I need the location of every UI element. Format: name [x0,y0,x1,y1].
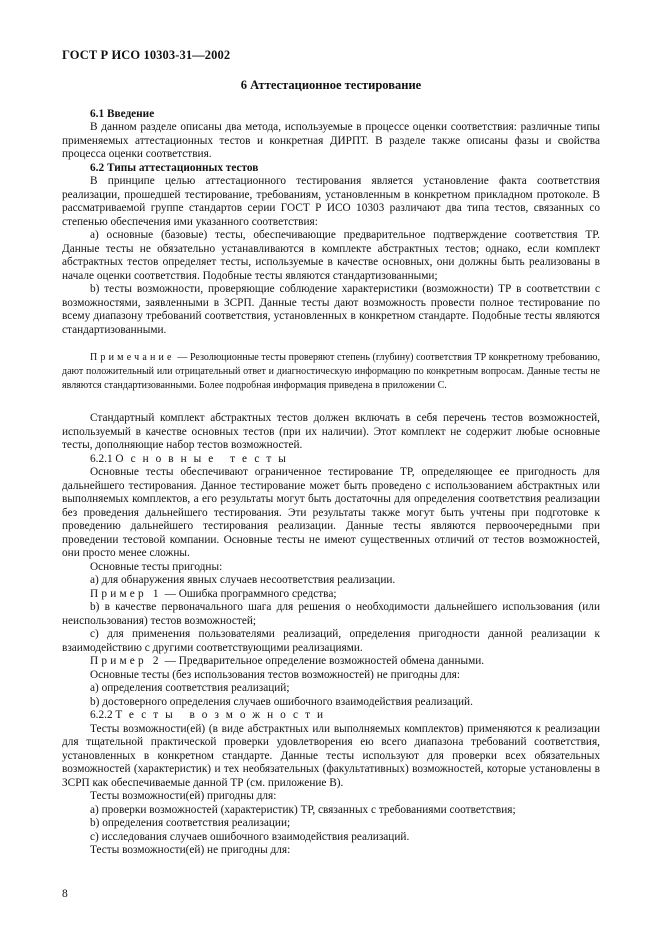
section-title: 6 Аттестационное тестирование [240,78,422,92]
list-item: b) определения соответствия реализации; [90,817,291,830]
example [62,588,600,602]
paragraph: Тесты возможности(ей) (в виде абстрактных или выполняемых комплектов) применяются к реализации для тщательной практической проверки удовлетворения ею всего диапазона требований соответствия, установленных в конкретном стандарте. Данные тесты используют для проверки всех обязательных возможностей (характеристик) и тех необязательных (факультативных) возможностей, которые установлены в ЗСРП как обеспечиваемые данной ТР (см. приложение В). [62,722,600,789]
list-item: b) тесты возможности, проверяющие соблюдение характеристики (возможности) ТР в соответствии с возможностями, заявленными в ЗСРП. Данные тесты дают возможность провести полное тестирование по всему диапазону требований соответствия, установленных в конкретном стандарте. Подобные тесты являются стандартизованными. [62,283,600,336]
list-item: b) в качестве первоначального шага для решения о необходимости дальнейшего использования (или неиспользования) тестов возможностей; [62,601,600,627]
subsection-heading-6-2-1 [62,453,600,467]
example-label: Пример 1 [90,587,162,600]
subsection-title: Основные тесты [115,452,293,465]
paragraph: В принципе целью аттестационного тестирования является установление факта соответствия реализации, прошедшей тестирование, требованиям, установленным в конкретном прикладном протоколе. В рассматриваемой группе стандартов серии ГОСТ Р ИСО 10303 различают два типа тестов, связанных со степенью обеспечения ими указанного соответствия: [62,175,600,228]
paragraph: Стандартный комплект абстрактных тестов должен включать в себя перечень тестов возможностей, используемый в качестве основных тестов (при их наличии). Этот комплект не содержит любые основные тесты, дополняющие набор тестов возможностей. [62,412,600,452]
example-text: — Предварительное определение возможностей обмена данными. [161,655,485,668]
subsection-number: 6.2.2 [90,709,113,722]
paragraph: Тесты возможности(ей) пригодны для: [90,790,277,803]
list-item: b) достоверного определения случаев ошибочного взаимодействия реализаций. [90,695,473,708]
subsection-title-6-2: 6.2 Типы аттестационных тестов [90,161,259,174]
subsection-title-6-1: 6.1 Введение [90,107,155,120]
paragraph: Основные тесты обеспечивают ограниченное тестирование ТР, определяющее ее пригодность для дальнейшего тестирования. Данное тестирование может быть проведено с использованием абстрактных или выполняемых комплектов, а его результаты могут быть достаточны для определения соответствия реализации без проведения дальнейшего тестирования. Эти результаты также могут быть учтены при подготовке к проведению дальнейшего тестирования реализации. Данные тесты являются первоочередными при проведении тестовой компании. Основные тесты не имеют существенных отличий от тестов возможностей, они просто менее сложны. [62,466,600,560]
page-number: 8 [62,888,68,900]
list-item: c) для применения пользователями реализаций, определения пригодности данной реализации к взаимодействию с другими соответствующими реализациями. [62,628,600,654]
subsection-number: 6.2.1 [90,452,113,465]
list-item: a) для обнаружения явных случаев несоответствия реализации. [90,574,396,587]
paragraph: Основные тесты пригодны: [90,560,223,573]
list-item: a) определения соответствия реализаций; [90,682,290,695]
list-item: a) основные (базовые) тесты, обеспечивающие предварительное подтверждение соответствия ТР. Данные тесты не обязательно устанавливаются в комплекте абстрактных тестов; однако, если комплект абстрактных тестов определяет тесты, используемые в качестве основных, они должны быть реализованы в начале оценки соответствия. Подобные тесты являются стандартизованными; [62,229,600,282]
document-header: ГОСТ Р ИСО 10303-31—2002 [62,48,231,62]
page-content [62,76,600,858]
note-text: — Резолюционные тесты проверяют степень (глубину) соответствия ТР конкретному требованию, дают положительный или отрицательный ответ и диагностическую информацию по конкретным вопросам. Данные тесты не являются стандартизованными. Более подробная информация приведена в приложении С. [62,352,600,391]
note [62,351,600,392]
paragraph: Тесты возможности(ей) не пригодны для: [90,844,291,857]
subsection-heading-6-2-2 [62,709,600,723]
example-text: — Ошибка программного средства; [161,587,337,600]
paragraph: Основные тесты (без использования тестов возможностей) не пригодны для: [90,668,460,681]
list-item: c) исследования случаев ошибочного взаимодействия реализаций. [90,830,410,843]
note-label: Примечание [90,352,175,363]
example-label: Пример 2 [90,655,162,668]
example [62,655,600,669]
paragraph: В данном разделе описаны два метода, используемые в процессе оценки соответствия: различные типы применяемых аттестационных тестов и конкретная ДИРПТ. В разделе также описаны фазы и свойства процесса оценки соответствия. [62,121,600,160]
list-item: a) проверки возможностей (характеристик) ТР, связанных с требованиями соответствия; [90,803,516,816]
subsection-title: Тесты возможности [115,709,331,722]
